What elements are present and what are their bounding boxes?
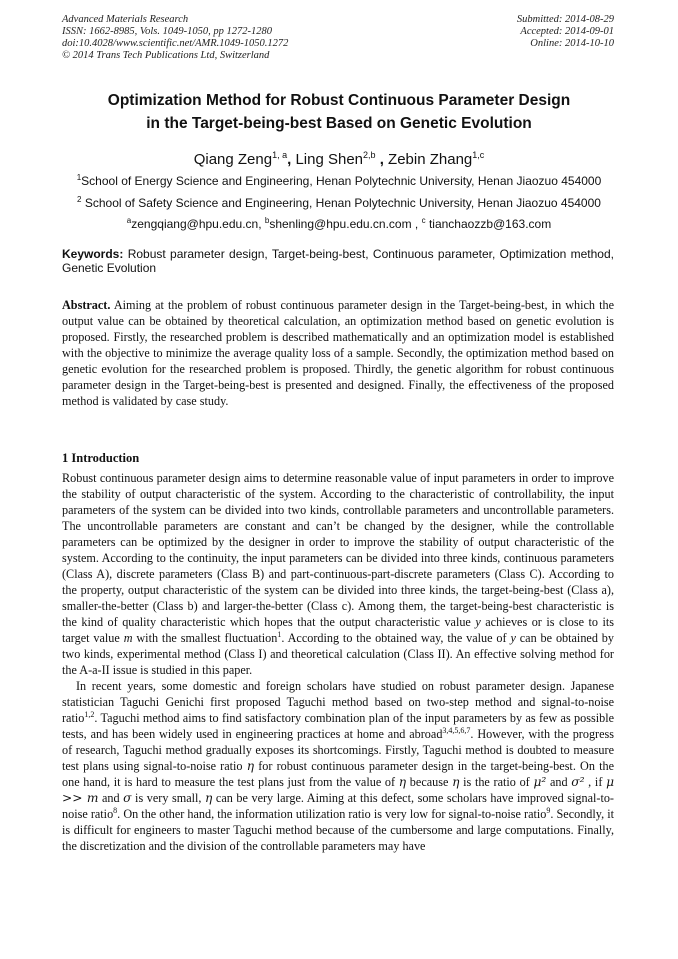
text-run: . Taguchi method aims to find satisfactory combination plan of the input parameters by as few as possible tests, and has been widely used in engineering practices at home and abroad (62, 711, 614, 741)
text-run: is the ratio of (459, 775, 534, 789)
text-run: Robust continuous parameter design aims to determine reasonable value of input parameters in order to improve the stability of output characteristic of the system. According to the characteristic of controllability, the input parameters of the system can be divided into two kinds, controllable parameters and uncontrollable parameters. The uncontrollable parameters are constant and can’t be changed by the designer, while the controllable parameters can be optimized by the designer in order to improve the stability of output characteristic of the system. According to the continuity, the input parameters can be divided into three kinds, continuous parameters (Class A), discrete parameters (Class B) and part-continuous-part-discrete parameters (Class C). According to the property, output characteristic of the system can be divided into three kinds, the target-being-best (Class a), smaller-the-better (Class b) and larger-the-better (Class c). Among them, the target-being-best characteristic is the kind of quality characteristic which hopes that the output characteristic value (62, 471, 614, 629)
text-run: . On the other hand, the information utilization ratio is very low for signal-to-noise ratio (117, 807, 547, 821)
math-var-y: y (475, 615, 481, 629)
intro-paragraph-2 (62, 678, 614, 854)
text-run: , if (584, 775, 607, 789)
citation-ref[interactable]: 3,4,5,6,7 (442, 725, 471, 735)
math-sigma-squared: σ² (571, 775, 585, 789)
text-run: can be obtained by two kinds, experimental method (Class I) and theoretical calculation (Class II). An effective solving method for the A-a-II issue is studied in this paper. (62, 631, 614, 677)
journal-name: Advanced Materials Research (62, 14, 189, 25)
online-date: Online: 2014-10-10 (530, 38, 614, 49)
author-emails (0, 214, 678, 231)
journal-header-left (62, 14, 288, 62)
copyright-line: © 2014 Trans Tech Publications Ltd, Switzerland (62, 50, 270, 61)
intro-paragraph-1 (62, 470, 614, 678)
text-run: can be very large. Aiming at this defect, some scholars have improved signal-to-noise ratio (62, 791, 614, 821)
citation-ref[interactable]: 1 (277, 629, 282, 639)
math-var-m: m (123, 631, 133, 645)
affiliation-1-text: School of Energy Science and Engineering, Henan Polytechnic University, Henan Jiaozuo 454000 (81, 174, 602, 188)
text-run: . However, with the progress of research, Taguchi method gradually exposes its shortcomings. Firstly, Taguchi method is doubted to measure test plans using signal-to-noise ratio (62, 727, 615, 773)
title-line-1: Optimization Method for Robust Continuous Parameter Design (107, 92, 571, 109)
author-2-sup: 2,b (363, 150, 376, 160)
email-a[interactable]: zengqiang@hpu.edu.cn, (131, 217, 265, 231)
author-1: Qiang Zeng (193, 151, 273, 168)
keywords-text: Robust parameter design, Target-being-best, Continuous parameter, Optimization method, Genetic Evolution (62, 247, 614, 275)
doi-line[interactable]: doi:10.4028/www.scientific.net/AMR.1049-1050.1272 (62, 38, 289, 49)
accepted-date: Accepted: 2014-09-01 (520, 26, 614, 37)
math-eta: η (205, 791, 213, 805)
author-3-sup: 1,c (472, 150, 485, 160)
text-run: is very small, (131, 791, 206, 805)
abstract-block (62, 297, 614, 409)
affiliation-1 (0, 171, 678, 188)
issn-line: ISSN: 1662-8985, Vols. 1049-1050, pp 1272-1280 (62, 26, 272, 37)
paper-title (0, 89, 678, 135)
math-var-y: y (510, 631, 516, 645)
text-run: and (546, 775, 572, 789)
section-heading-introduction: 1 Introduction (62, 451, 140, 465)
text-run: achieves or is close to its target value (62, 615, 614, 645)
author-list: Qiang Zeng$^{1, a}$, Ling Shen$^{2,b}$ , Zebin Zhang$^{1,c}$ (193, 150, 485, 168)
author-1-sup: 1, a (272, 150, 288, 160)
citation-ref[interactable]: 9 (546, 805, 551, 815)
math-sigma: σ (123, 791, 132, 805)
math-eta: η (246, 759, 255, 773)
abstract-text: Aiming at the problem of robust continuous parameter design in the Target-being-best, in which the output value can be obtained by theoretical calculation, an optimization method based on genetic evolution is proposed. Firstly, the researched problem is described mathematically and an optimization model is established with the objective to minimize the average quality loss of a sample. Secondly, the optimization method based on genetic evolution for the researched problem is proposed. Thirdly, the genetic algorithm for robust continuous parameter design in the Target-being-best is presented and designed. Finally, the effectiveness of the proposed method is validated by case study. (62, 298, 614, 408)
text-run: with the smallest fluctuation (132, 631, 278, 645)
text-run: and (98, 791, 124, 805)
introduction-body (62, 470, 614, 854)
math-condition: μ >> m (62, 775, 615, 805)
citation-ref[interactable]: 8 (113, 805, 118, 815)
math-eta: η (398, 775, 407, 789)
text-run: In recent years, some domestic and foreign scholars have studied on robust parameter design. Japanese statistician Taguchi Genichi first proposed Taguchi method based on two-step method and signal-to-noise ratio (62, 679, 614, 725)
submitted-date: Submitted: 2014-08-29 (516, 14, 614, 25)
text-run: because (406, 775, 453, 789)
journal-header-right (517, 14, 614, 50)
text-run: . Secondly, it is difficult for engineers to master Taguchi method because of the cumbersome and large computations. Finally, the discretization and the division of the controllable parameters may have (62, 807, 615, 853)
math-mu-squared: μ² (533, 775, 547, 789)
keywords-label: Keywords: (62, 247, 124, 261)
math-eta: η (452, 775, 460, 789)
email-a-sup: a (126, 216, 132, 225)
affiliation-1-sup: 1 (76, 173, 82, 182)
email-c[interactable]: tianchaozzb@163.com (425, 217, 552, 231)
email-b[interactable]: shenling@hpu.edu.cn.com , (269, 217, 422, 231)
title-line-2: in the Target-being-best Based on Genetic Evolution (146, 115, 532, 132)
citation-ref[interactable]: 1,2 (84, 709, 95, 719)
abstract-label: Abstract. (62, 298, 111, 312)
email-b-sup: b (264, 216, 270, 225)
email-c-sup: c (421, 216, 426, 225)
author-2: Ling Shen (295, 151, 364, 168)
text-run: . According to the obtained way, the value of (281, 631, 511, 645)
keywords-block (62, 247, 614, 275)
affiliation-2-sup: 2 (77, 195, 82, 204)
affiliation-2 (0, 193, 678, 210)
author-3: Zebin Zhang (388, 151, 473, 168)
text-run: for robust continuous parameter design in the target-being-best. On the one hand, it is hard to measure the test plans just from the value of (62, 759, 614, 789)
affiliation-2-text: School of Safety Science and Engineering, Henan Polytechnic University, Henan Jiaozuo 454000 (84, 196, 601, 210)
